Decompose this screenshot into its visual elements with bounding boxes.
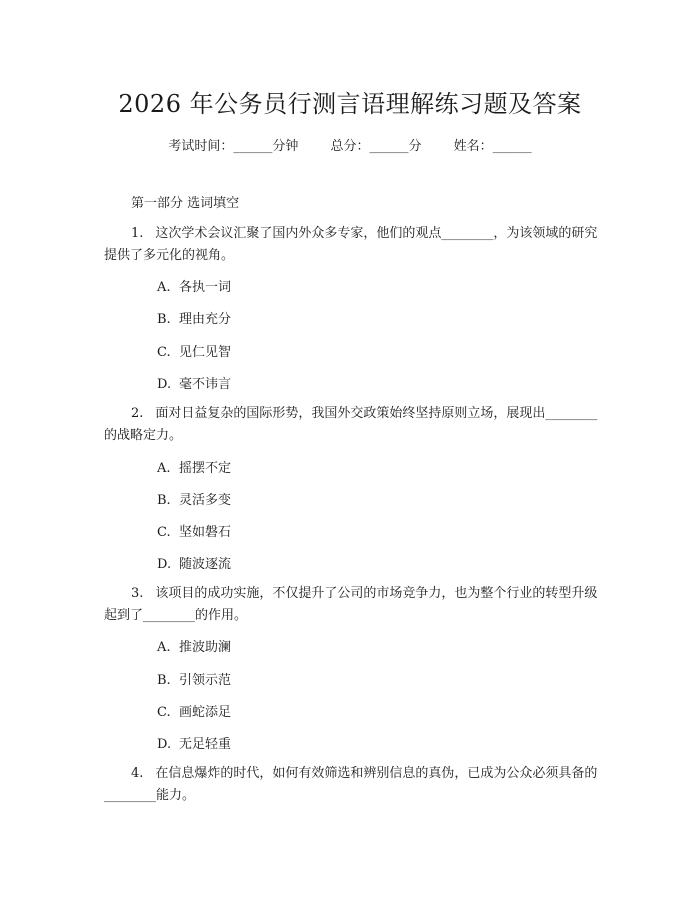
option-letter: D. bbox=[157, 737, 172, 752]
option-letter: A. bbox=[157, 461, 171, 476]
option-1c bbox=[157, 341, 231, 360]
option-text: 见仁见智 bbox=[179, 345, 232, 360]
option-text: 摇摆不定 bbox=[179, 461, 232, 476]
question-1 bbox=[104, 223, 604, 267]
option-letter: A. bbox=[157, 640, 171, 655]
name-field: 姓名：______ bbox=[453, 139, 532, 154]
option-text: 画蛇添足 bbox=[179, 705, 232, 720]
option-2b bbox=[157, 489, 231, 508]
question-3 bbox=[104, 583, 604, 627]
question-number: 3. bbox=[131, 586, 144, 601]
option-text: 灵活多变 bbox=[179, 493, 232, 508]
option-letter: C. bbox=[157, 705, 171, 720]
total-score-field: 总分：______分 bbox=[330, 139, 422, 154]
question-number: 2. bbox=[131, 406, 144, 421]
option-2d bbox=[157, 553, 231, 572]
question-number: 4. bbox=[131, 766, 144, 781]
document-title: 2026 年公务员行测言语理解练习题及答案 bbox=[118, 90, 582, 118]
option-letter: B. bbox=[157, 673, 171, 688]
option-2c bbox=[157, 521, 231, 540]
option-letter: C. bbox=[157, 345, 171, 360]
option-letter: A. bbox=[157, 280, 171, 295]
question-2 bbox=[104, 403, 604, 447]
option-letter: B. bbox=[157, 312, 171, 327]
question-number: 1. bbox=[131, 226, 144, 241]
question-text: 在信息爆炸的时代，如何有效筛选和辨别信息的真伪，已成为公众必须具备的________能力。 bbox=[104, 766, 598, 803]
option-1b bbox=[157, 308, 231, 327]
option-3b bbox=[157, 669, 231, 688]
exam-meta bbox=[0, 135, 700, 154]
option-text: 毫不讳言 bbox=[179, 377, 232, 392]
option-letter: D. bbox=[157, 377, 172, 392]
option-text: 各执一词 bbox=[179, 280, 232, 295]
option-3d bbox=[157, 733, 231, 752]
question-4 bbox=[104, 763, 604, 807]
option-text: 引领示范 bbox=[179, 673, 232, 688]
option-letter: D. bbox=[157, 557, 172, 572]
question-text: 该项目的成功实施，不仅提升了公司的市场竞争力，也为整个行业的转型升级起到了________的作用。 bbox=[104, 586, 598, 623]
option-letter: B. bbox=[157, 493, 171, 508]
option-text: 无足轻重 bbox=[179, 737, 232, 752]
option-3c bbox=[157, 701, 231, 720]
option-letter: C. bbox=[157, 525, 171, 540]
option-1d bbox=[157, 373, 231, 392]
question-text: 这次学术会议汇聚了国内外众多专家，他们的观点________，为该领域的研究提供了多元化的视角。 bbox=[104, 226, 598, 263]
section-heading: 第一部分 选词填空 bbox=[131, 196, 240, 211]
option-text: 理由充分 bbox=[179, 312, 232, 327]
option-3a bbox=[157, 636, 231, 655]
option-text: 推波助澜 bbox=[179, 640, 232, 655]
exam-time-field: 考试时间：______分钟 bbox=[168, 139, 299, 154]
option-1a bbox=[157, 276, 231, 295]
option-text: 随波逐流 bbox=[179, 557, 232, 572]
question-text: 面对日益复杂的国际形势，我国外交政策始终坚持原则立场，展现出________的战略定力。 bbox=[104, 406, 598, 443]
option-2a bbox=[157, 457, 231, 476]
option-text: 坚如磐石 bbox=[179, 525, 232, 540]
